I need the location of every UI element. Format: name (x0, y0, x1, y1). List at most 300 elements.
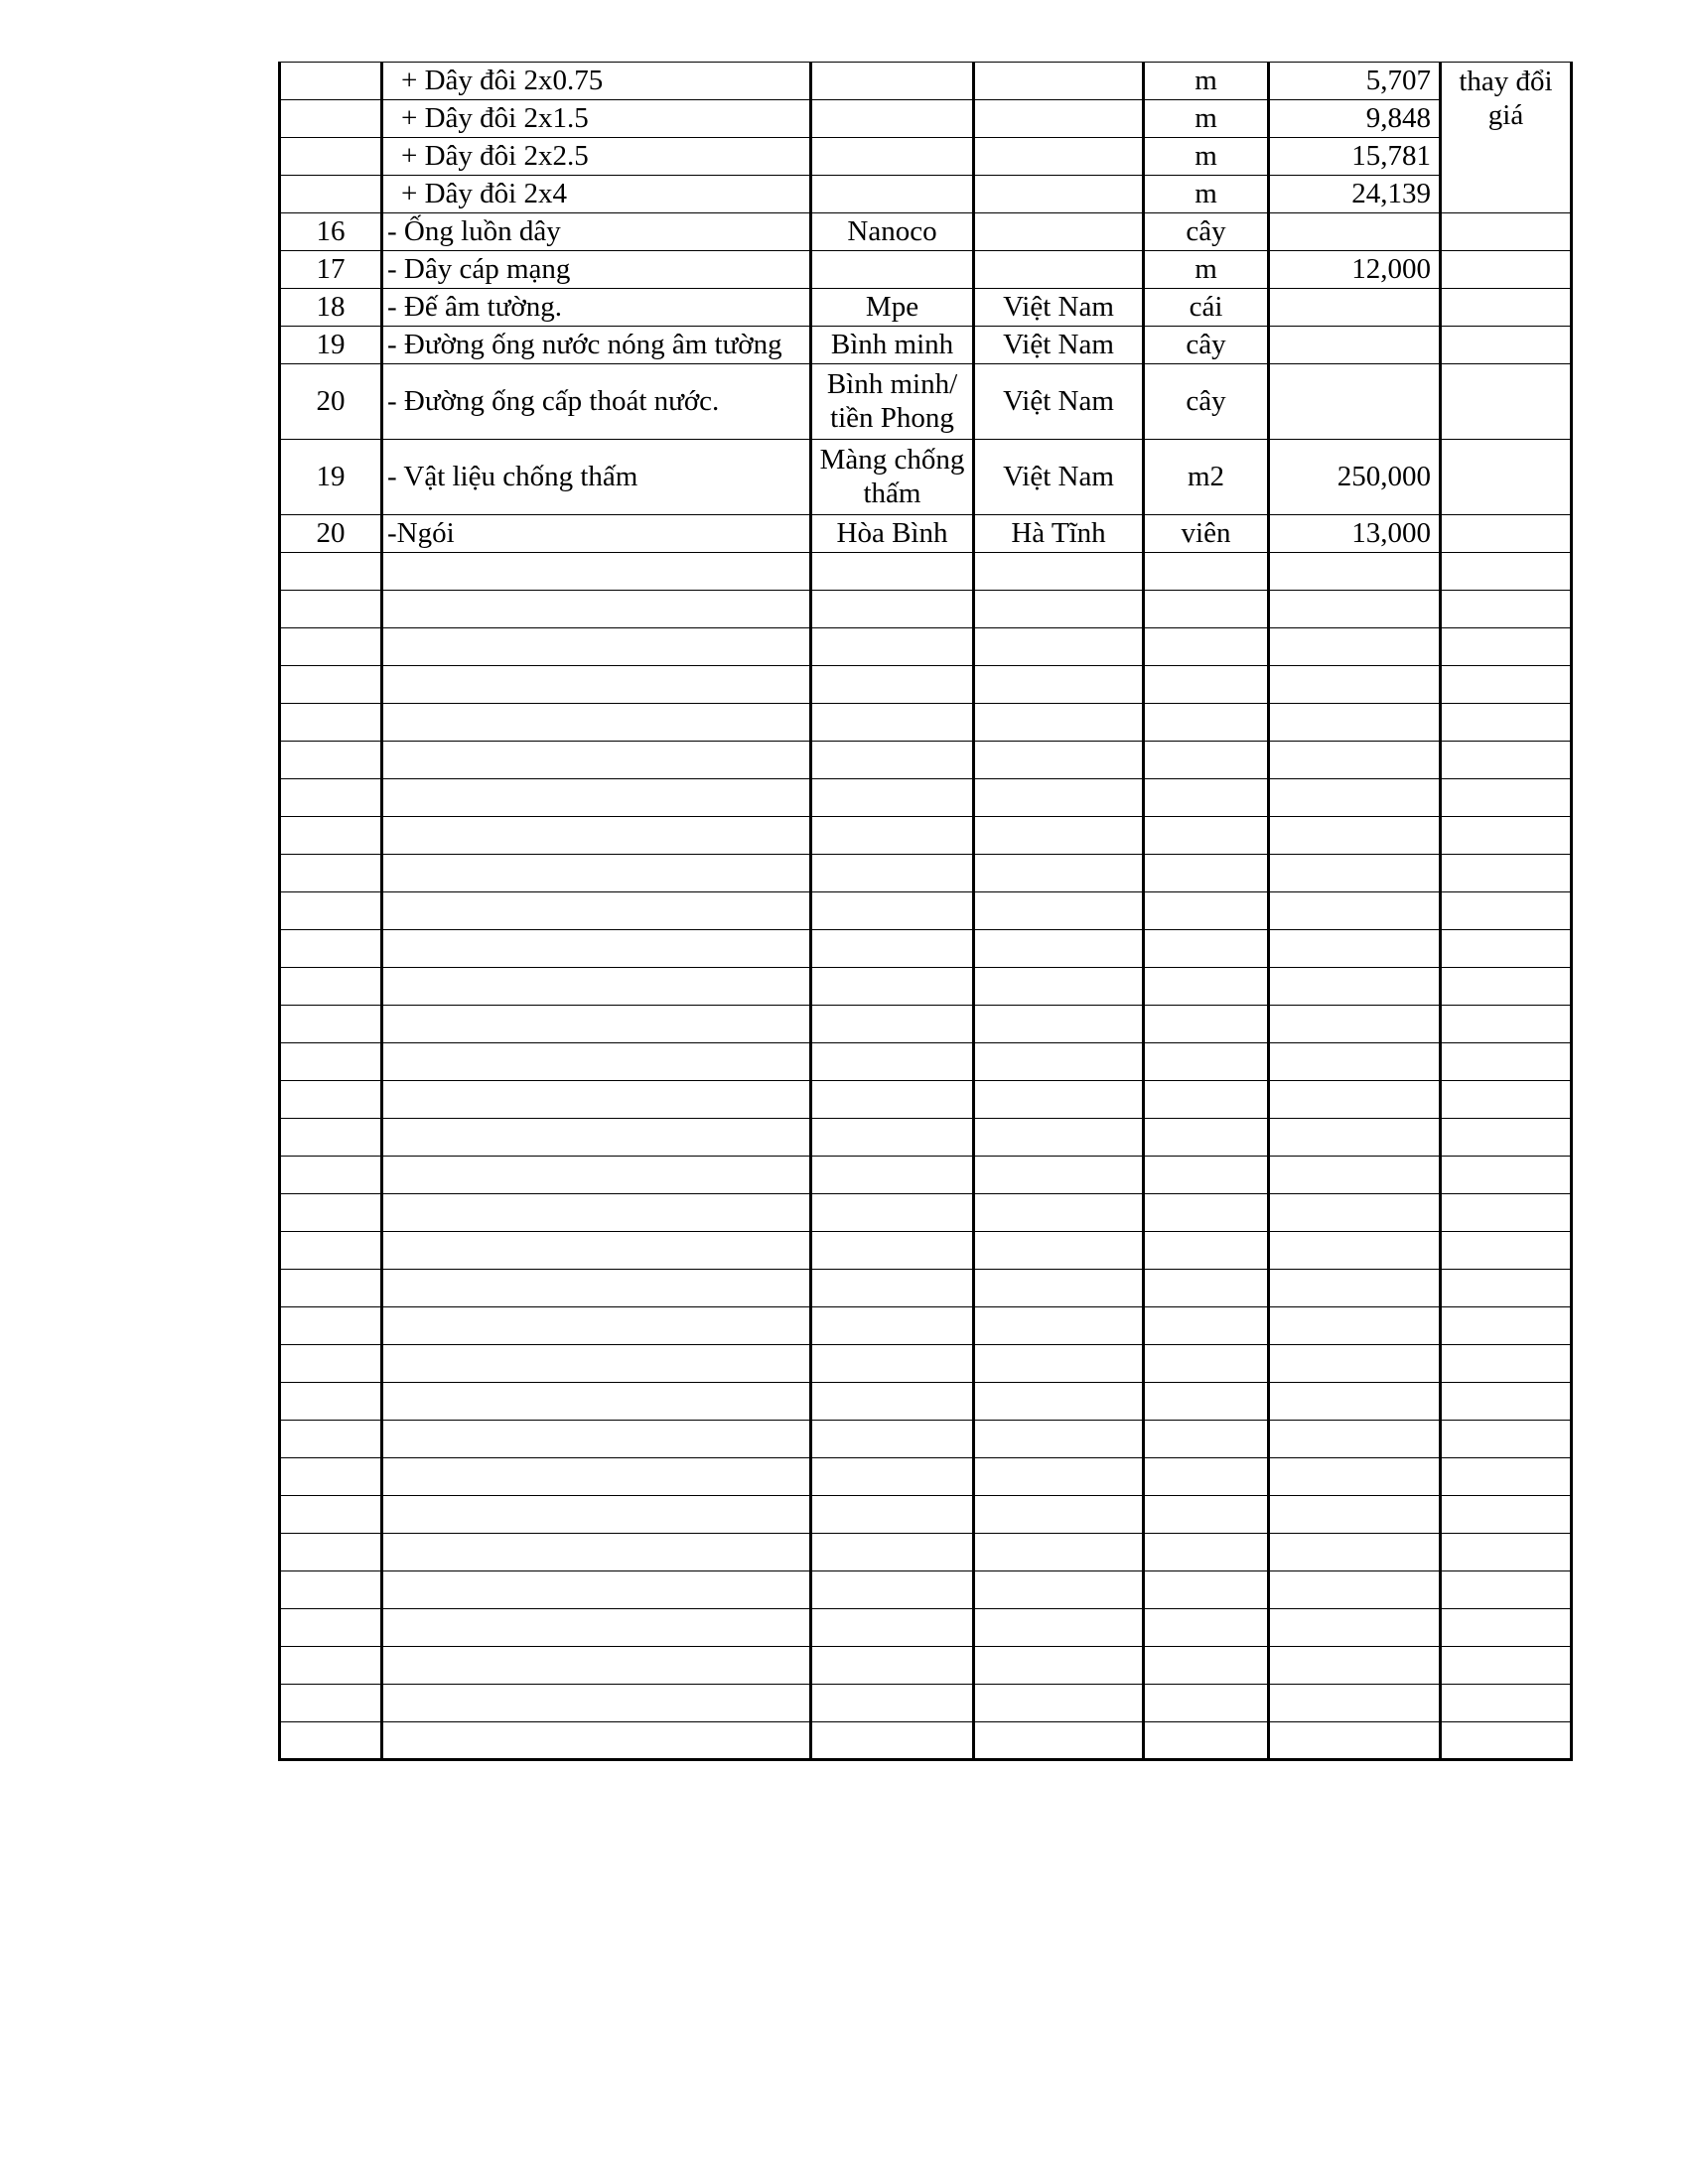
empty-row (280, 666, 1572, 704)
cell-unit (1144, 1194, 1269, 1232)
cell-note (1441, 628, 1572, 666)
cell-origin (974, 1270, 1144, 1307)
cell-origin (974, 968, 1144, 1006)
cell-name (382, 855, 811, 892)
cell-origin (974, 779, 1144, 817)
cell-note (1441, 930, 1572, 968)
cell-brand (811, 742, 974, 779)
cell-unit: cây (1144, 213, 1269, 251)
cell-name (382, 553, 811, 591)
cell-brand: Bình minh (811, 327, 974, 364)
empty-row (280, 553, 1572, 591)
cell-unit (1144, 1647, 1269, 1685)
cell-stt (280, 779, 382, 817)
cell-price (1269, 742, 1441, 779)
cell-brand (811, 930, 974, 968)
cell-price (1269, 628, 1441, 666)
cell-note (1441, 855, 1572, 892)
cell-price (1269, 591, 1441, 628)
cell-stt (280, 742, 382, 779)
cell-origin (974, 1421, 1144, 1458)
empty-row (280, 1571, 1572, 1609)
cell-origin (974, 251, 1144, 289)
cell-price (1269, 1194, 1441, 1232)
cell-stt (280, 1647, 382, 1685)
empty-row (280, 1232, 1572, 1270)
cell-origin (974, 1722, 1144, 1760)
cell-note (1441, 1157, 1572, 1194)
cell-brand (811, 704, 974, 742)
cell-unit (1144, 628, 1269, 666)
cell-unit (1144, 779, 1269, 817)
cell-origin (974, 1006, 1144, 1043)
cell-unit (1144, 892, 1269, 930)
empty-row (280, 1043, 1572, 1081)
cell-price (1269, 855, 1441, 892)
cell-note (1441, 1534, 1572, 1571)
cell-price (1269, 1119, 1441, 1157)
empty-row (280, 1006, 1572, 1043)
cell-name (382, 1647, 811, 1685)
cell-stt (280, 855, 382, 892)
cell-stt (280, 591, 382, 628)
cell-brand (811, 176, 974, 213)
cell-stt (280, 704, 382, 742)
cell-note (1441, 1307, 1572, 1345)
empty-row (280, 930, 1572, 968)
cell-price (1269, 289, 1441, 327)
cell-brand (811, 1685, 974, 1722)
cell-stt: 19 (280, 440, 382, 515)
cell-price (1269, 1006, 1441, 1043)
cell-unit (1144, 1043, 1269, 1081)
cell-unit (1144, 1270, 1269, 1307)
cell-stt: 19 (280, 327, 382, 364)
cell-unit: viên (1144, 515, 1269, 553)
empty-row (280, 855, 1572, 892)
cell-origin: Việt Nam (974, 364, 1144, 440)
empty-row (280, 704, 1572, 742)
cell-name (382, 704, 811, 742)
cell-price: 250,000 (1269, 440, 1441, 515)
cell-stt (280, 1383, 382, 1421)
cell-brand (811, 1722, 974, 1760)
cell-unit (1144, 1571, 1269, 1609)
cell-price (1269, 1232, 1441, 1270)
empty-row (280, 1383, 1572, 1421)
cell-name: - Dây cáp mạng (382, 251, 811, 289)
cell-origin (974, 704, 1144, 742)
cell-brand: Hòa Bình (811, 515, 974, 553)
cell-note (1441, 1119, 1572, 1157)
cell-price (1269, 968, 1441, 1006)
cell-name: + Dây đôi 2x0.75 (382, 63, 811, 100)
cell-brand (811, 1119, 974, 1157)
cell-note (1441, 289, 1572, 327)
cell-origin (974, 1157, 1144, 1194)
cell-stt (280, 1081, 382, 1119)
cell-stt (280, 1496, 382, 1534)
cell-name (382, 1383, 811, 1421)
cell-note (1441, 1194, 1572, 1232)
cell-brand (811, 63, 974, 100)
cell-origin (974, 930, 1144, 968)
cell-stt (280, 892, 382, 930)
cell-unit (1144, 855, 1269, 892)
cell-name (382, 628, 811, 666)
cell-price (1269, 1043, 1441, 1081)
cell-price (1269, 213, 1441, 251)
cell-note (1441, 251, 1572, 289)
cell-note (1441, 817, 1572, 855)
table-row (280, 251, 1572, 289)
cell-stt (280, 1232, 382, 1270)
empty-row (280, 1609, 1572, 1647)
cell-name: + Dây đôi 2x4 (382, 176, 811, 213)
cell-brand (811, 1421, 974, 1458)
cell-unit (1144, 1232, 1269, 1270)
cell-name (382, 1119, 811, 1157)
cell-note (1441, 742, 1572, 779)
cell-name: - Ống luồn dây (382, 213, 811, 251)
cell-stt (280, 1722, 382, 1760)
cell-brand (811, 1232, 974, 1270)
cell-brand (811, 779, 974, 817)
cell-unit (1144, 1496, 1269, 1534)
cell-note (1441, 1496, 1572, 1534)
cell-note (1441, 1647, 1572, 1685)
cell-price: 9,848 (1269, 100, 1441, 138)
cell-brand (811, 855, 974, 892)
cell-unit (1144, 1421, 1269, 1458)
empty-row (280, 892, 1572, 930)
cell-brand: Màng chống thấm (811, 440, 974, 515)
cell-stt (280, 628, 382, 666)
cell-price (1269, 1534, 1441, 1571)
cell-note (1441, 1081, 1572, 1119)
empty-row (280, 779, 1572, 817)
empty-row (280, 1270, 1572, 1307)
cell-brand (811, 100, 974, 138)
cell-brand (811, 1157, 974, 1194)
table-row (280, 364, 1572, 440)
cell-unit (1144, 553, 1269, 591)
cell-unit: m (1144, 251, 1269, 289)
cell-origin (974, 628, 1144, 666)
cell-stt (280, 930, 382, 968)
cell-stt (280, 1609, 382, 1647)
cell-note (1441, 1043, 1572, 1081)
cell-note (1441, 1421, 1572, 1458)
cell-origin (974, 591, 1144, 628)
cell-unit: m (1144, 138, 1269, 176)
cell-name: + Dây đôi 2x2.5 (382, 138, 811, 176)
table-row (280, 100, 1572, 138)
cell-stt (280, 666, 382, 704)
cell-name (382, 742, 811, 779)
cell-brand (811, 666, 974, 704)
table-row (280, 515, 1572, 553)
note-line-2: giá (1487, 99, 1524, 131)
table-row (280, 138, 1572, 176)
cell-stt (280, 1119, 382, 1157)
cell-note (1441, 1232, 1572, 1270)
cell-price: 15,781 (1269, 138, 1441, 176)
cell-name (382, 779, 811, 817)
cell-stt (280, 1157, 382, 1194)
cell-brand: Nanoco (811, 213, 974, 251)
cell-name (382, 1307, 811, 1345)
price-table (278, 62, 1573, 1761)
cell-unit (1144, 817, 1269, 855)
cell-origin (974, 1383, 1144, 1421)
empty-row (280, 742, 1572, 779)
cell-name (382, 817, 811, 855)
cell-name (382, 1345, 811, 1383)
empty-row (280, 1534, 1572, 1571)
cell-stt: 20 (280, 364, 382, 440)
cell-note (1441, 1609, 1572, 1647)
cell-unit (1144, 1534, 1269, 1571)
cell-price: 24,139 (1269, 176, 1441, 213)
empty-row (280, 1119, 1572, 1157)
cell-price (1269, 1496, 1441, 1534)
cell-origin (974, 817, 1144, 855)
note-line-1: thay đổi (1459, 66, 1553, 97)
cell-unit (1144, 591, 1269, 628)
cell-brand (811, 1571, 974, 1609)
cell-price: 13,000 (1269, 515, 1441, 553)
empty-row (280, 1194, 1572, 1232)
cell-name (382, 968, 811, 1006)
empty-row (280, 1722, 1572, 1760)
cell-brand (811, 1496, 974, 1534)
cell-name: - Đường ống cấp thoát nước. (382, 364, 811, 440)
cell-name (382, 1421, 811, 1458)
cell-origin (974, 1307, 1144, 1345)
cell-origin (974, 1043, 1144, 1081)
cell-note (1441, 666, 1572, 704)
cell-stt: 20 (280, 515, 382, 553)
empty-row (280, 817, 1572, 855)
cell-brand (811, 1345, 974, 1383)
cell-stt (280, 63, 382, 100)
cell-unit (1144, 666, 1269, 704)
cell-note (1441, 440, 1572, 515)
cell-origin (974, 1232, 1144, 1270)
cell-origin (974, 553, 1144, 591)
cell-unit (1144, 1081, 1269, 1119)
cell-stt (280, 817, 382, 855)
cell-stt (280, 1194, 382, 1232)
cell-brand (811, 1081, 974, 1119)
cell-price (1269, 327, 1441, 364)
empty-row (280, 1157, 1572, 1194)
cell-stt (280, 1307, 382, 1345)
empty-row (280, 1421, 1572, 1458)
cell-origin: Việt Nam (974, 289, 1144, 327)
cell-name: - Vật liệu chống thấm (382, 440, 811, 515)
cell-unit (1144, 1609, 1269, 1647)
cell-name (382, 892, 811, 930)
empty-row (280, 1685, 1572, 1722)
cell-price (1269, 1571, 1441, 1609)
cell-origin (974, 1496, 1144, 1534)
cell-price (1269, 666, 1441, 704)
cell-stt (280, 1270, 382, 1307)
cell-brand (811, 628, 974, 666)
cell-brand (811, 1534, 974, 1571)
cell-stt (280, 138, 382, 176)
cell-unit (1144, 1006, 1269, 1043)
cell-name: + Dây đôi 2x1.5 (382, 100, 811, 138)
cell-name: -Ngói (382, 515, 811, 553)
cell-origin (974, 213, 1144, 251)
cell-brand (811, 138, 974, 176)
cell-name (382, 1194, 811, 1232)
empty-row (280, 1307, 1572, 1345)
cell-name (382, 1496, 811, 1534)
cell-brand (811, 817, 974, 855)
cell-note (1441, 364, 1572, 440)
cell-brand (811, 892, 974, 930)
cell-note (1441, 892, 1572, 930)
cell-origin (974, 100, 1144, 138)
cell-unit: cái (1144, 289, 1269, 327)
cell-brand (811, 1307, 974, 1345)
cell-unit: m (1144, 176, 1269, 213)
cell-brand (811, 1006, 974, 1043)
cell-stt: 17 (280, 251, 382, 289)
cell-origin (974, 1571, 1144, 1609)
cell-name (382, 1232, 811, 1270)
cell-note (1441, 1006, 1572, 1043)
cell-price (1269, 1307, 1441, 1345)
cell-origin (974, 1647, 1144, 1685)
cell-stt (280, 1006, 382, 1043)
cell-name (382, 666, 811, 704)
cell-unit: m (1144, 100, 1269, 138)
cell-origin (974, 1194, 1144, 1232)
empty-row (280, 1496, 1572, 1534)
cell-stt (280, 176, 382, 213)
cell-unit (1144, 704, 1269, 742)
cell-brand (811, 1270, 974, 1307)
table-row (280, 327, 1572, 364)
cell-origin (974, 1534, 1144, 1571)
cell-origin (974, 138, 1144, 176)
note-cell (1441, 63, 1572, 213)
table-row (280, 213, 1572, 251)
cell-brand (811, 1609, 974, 1647)
cell-price (1269, 1609, 1441, 1647)
empty-row (280, 1647, 1572, 1685)
empty-row (280, 968, 1572, 1006)
cell-note (1441, 553, 1572, 591)
cell-stt (280, 1534, 382, 1571)
cell-stt (280, 968, 382, 1006)
cell-origin (974, 742, 1144, 779)
cell-brand (811, 1458, 974, 1496)
cell-unit (1144, 1685, 1269, 1722)
cell-price (1269, 364, 1441, 440)
cell-origin (974, 1345, 1144, 1383)
cell-origin (974, 63, 1144, 100)
table-row (280, 289, 1572, 327)
cell-stt: 16 (280, 213, 382, 251)
cell-stt (280, 553, 382, 591)
cell-name (382, 1609, 811, 1647)
cell-name (382, 1534, 811, 1571)
cell-name (382, 1571, 811, 1609)
cell-brand (811, 251, 974, 289)
cell-price (1269, 1458, 1441, 1496)
cell-price (1269, 1270, 1441, 1307)
cell-price: 5,707 (1269, 63, 1441, 100)
cell-price (1269, 930, 1441, 968)
cell-brand: Mpe (811, 289, 974, 327)
cell-origin (974, 1609, 1144, 1647)
cell-price (1269, 1081, 1441, 1119)
cell-price (1269, 1722, 1441, 1760)
cell-stt (280, 1043, 382, 1081)
cell-unit (1144, 1119, 1269, 1157)
empty-row (280, 1081, 1572, 1119)
cell-name (382, 1722, 811, 1760)
cell-note (1441, 1722, 1572, 1760)
cell-price (1269, 1685, 1441, 1722)
cell-unit: m (1144, 63, 1269, 100)
cell-origin (974, 1119, 1144, 1157)
cell-name (382, 1043, 811, 1081)
cell-note (1441, 1270, 1572, 1307)
cell-name (382, 1081, 811, 1119)
cell-note (1441, 968, 1572, 1006)
cell-name (382, 1006, 811, 1043)
cell-unit (1144, 930, 1269, 968)
cell-stt (280, 1685, 382, 1722)
cell-price (1269, 892, 1441, 930)
cell-unit (1144, 968, 1269, 1006)
cell-price (1269, 1383, 1441, 1421)
table-row (280, 440, 1572, 515)
cell-brand (811, 968, 974, 1006)
cell-unit (1144, 1157, 1269, 1194)
cell-note (1441, 327, 1572, 364)
cell-unit: cây (1144, 327, 1269, 364)
cell-price (1269, 1421, 1441, 1458)
cell-stt (280, 1458, 382, 1496)
cell-note (1441, 1685, 1572, 1722)
cell-name (382, 1157, 811, 1194)
cell-name: - Đường ống nước nóng âm tường (382, 327, 811, 364)
cell-origin (974, 176, 1144, 213)
cell-price: 12,000 (1269, 251, 1441, 289)
cell-unit (1144, 742, 1269, 779)
cell-note (1441, 1345, 1572, 1383)
cell-stt (280, 1345, 382, 1383)
cell-note (1441, 779, 1572, 817)
cell-origin: Việt Nam (974, 440, 1144, 515)
cell-unit (1144, 1345, 1269, 1383)
cell-name (382, 1270, 811, 1307)
cell-stt (280, 100, 382, 138)
cell-origin (974, 1685, 1144, 1722)
cell-unit (1144, 1722, 1269, 1760)
cell-origin (974, 1458, 1144, 1496)
cell-price (1269, 1157, 1441, 1194)
cell-brand: Bình minh/ tiền Phong (811, 364, 974, 440)
